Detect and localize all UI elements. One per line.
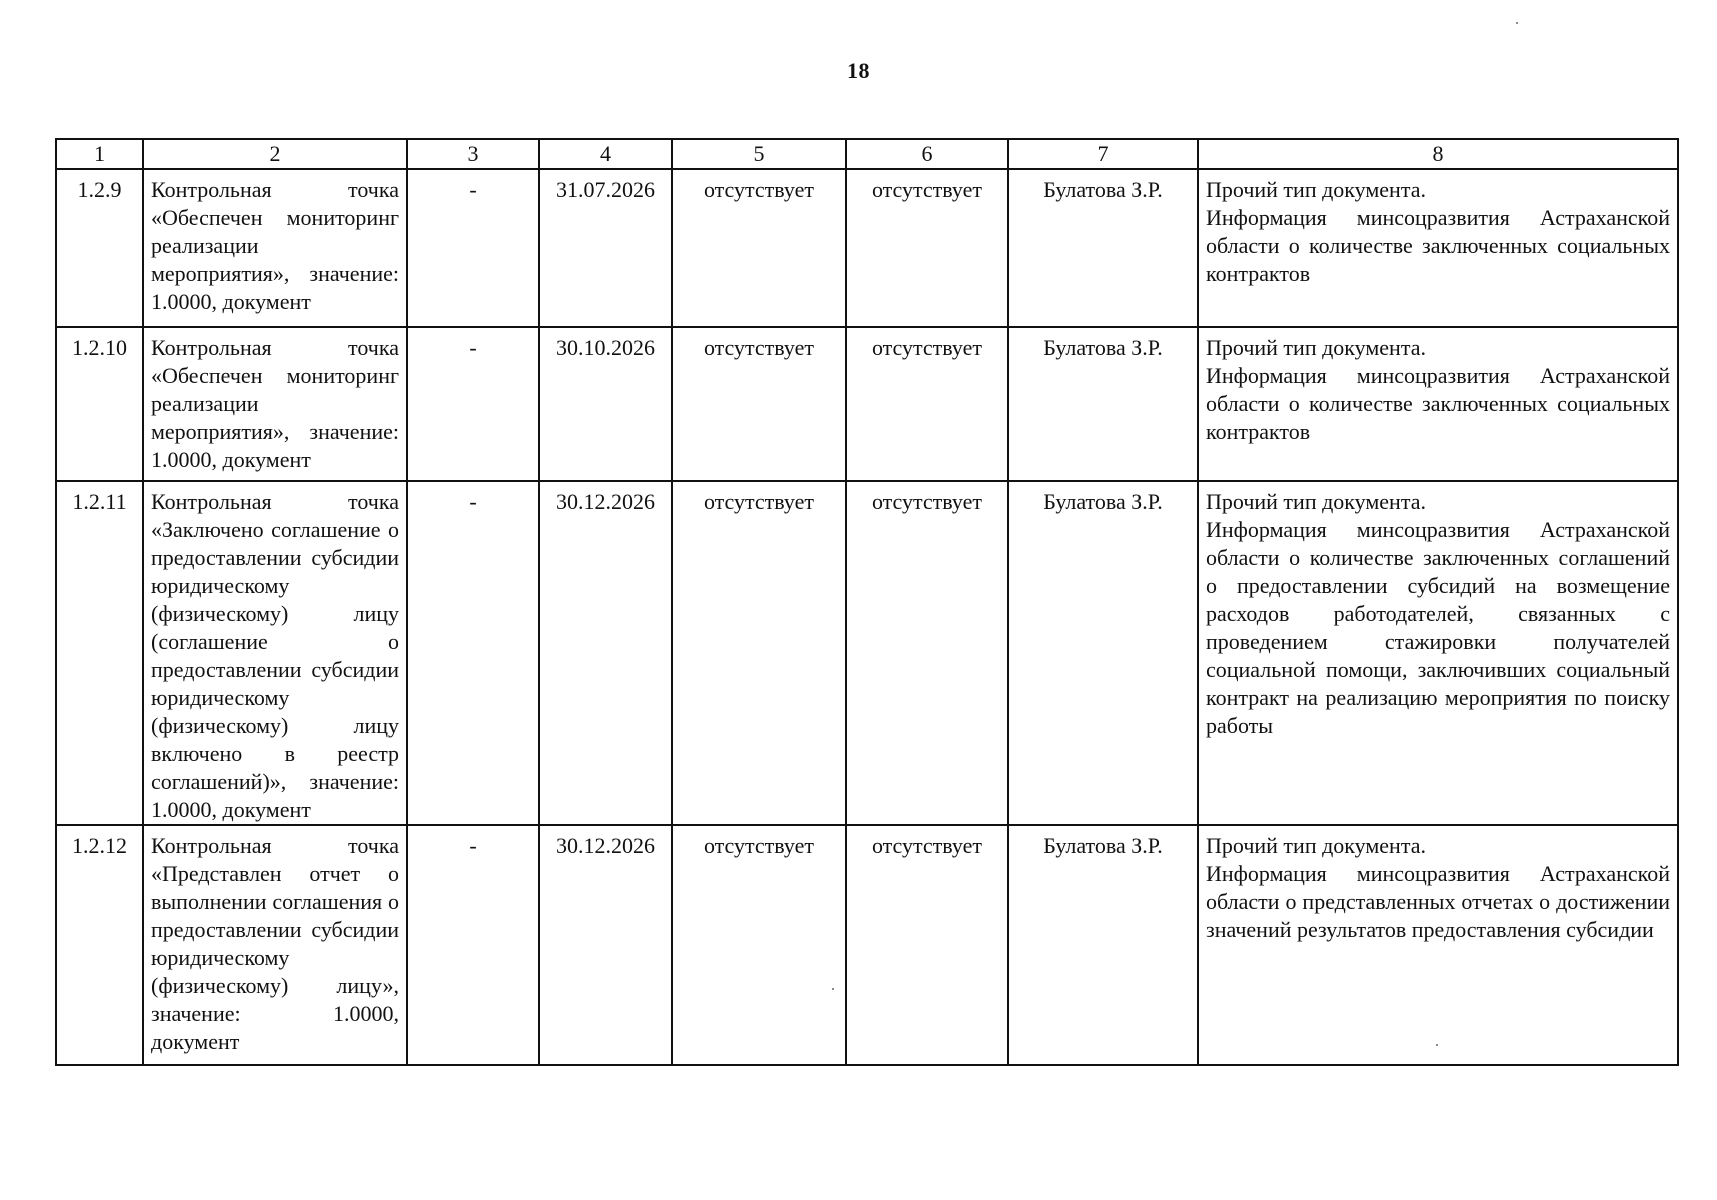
document-cell: [1198, 825, 1678, 1065]
row-number: 1.2.10: [56, 327, 143, 481]
due-date: 30.12.2026: [539, 481, 672, 825]
control-point-name: Контрольная точка «Представлен отчет о выполнении соглашения о предоставлении субсидии юридическому (физическому) лицу», значение: 1.0000, документ: [143, 825, 407, 1065]
due-date: 30.10.2026: [539, 327, 672, 481]
due-date: 30.12.2026: [539, 825, 672, 1065]
column-header-2: 2: [143, 139, 407, 169]
column-header-3: 3: [407, 139, 539, 169]
document-cell: [1198, 481, 1678, 825]
column-5-value: отсутствует: [672, 327, 846, 481]
column-6-value: отсутствует: [846, 481, 1008, 825]
table-row: [56, 327, 1678, 481]
responsible-person: Булатова З.Р.: [1008, 481, 1198, 825]
column-header-5: 5: [672, 139, 846, 169]
column-header-6: 6: [846, 139, 1008, 169]
column-number-row: [56, 139, 1678, 169]
column-header-1: 1: [56, 139, 143, 169]
scan-speck: [1436, 1044, 1438, 1046]
table-row: [56, 169, 1678, 327]
document-description: Информация минсоцразвития Астраханской области о количестве заключенных социальных контрактов: [1206, 363, 1670, 444]
column-5-value: отсутствует: [672, 481, 846, 825]
table-row: [56, 825, 1678, 1065]
control-point-name: Контрольная точка «Обеспечен мониторинг реализации мероприятия», значение: 1.0000, документ: [143, 169, 407, 327]
column-6-value: отсутствует: [846, 169, 1008, 327]
column-5-value: отсутствует: [672, 825, 846, 1065]
responsible-person: Булатова З.Р.: [1008, 169, 1198, 327]
responsible-person: Булатова З.Р.: [1008, 825, 1198, 1065]
column-header-7: 7: [1008, 139, 1198, 169]
column-5-value: отсутствует: [672, 169, 846, 327]
document-description: Информация минсоцразвития Астраханской области о представленных отчетах о достижении значений результатов предоставления субсидии: [1206, 861, 1670, 942]
control-point-name: Контрольная точка «Обеспечен мониторинг реализации мероприятия», значение: 1.0000, документ: [143, 327, 407, 481]
row-number: 1.2.9: [56, 169, 143, 327]
control-points-table: [55, 138, 1679, 1066]
document-description: Информация минсоцразвития Астраханской области о количестве заключенных соглашений о предоставлении субсидий на возмещение расходов работодателей, связанных с проведением стажировки получателей социальной помощи, заключивших социальный контракт на реализацию мероприятия по поиску работы: [1206, 517, 1670, 738]
due-date: 31.07.2026: [539, 169, 672, 327]
document-type: Прочий тип документа.: [1206, 335, 1426, 360]
column-header-4: 4: [539, 139, 672, 169]
document-cell: [1198, 169, 1678, 327]
scan-speck: [832, 988, 834, 990]
document-type: Прочий тип документа.: [1206, 177, 1426, 202]
document-cell: [1198, 327, 1678, 481]
document-description: Информация минсоцразвития Астраханской области о количестве заключенных социальных контрактов: [1206, 205, 1670, 286]
responsible-person: Булатова З.Р.: [1008, 327, 1198, 481]
page-number: 18: [847, 58, 870, 83]
column-3-value: -: [407, 327, 539, 481]
table-row: [56, 481, 1678, 825]
document-type: Прочий тип документа.: [1206, 833, 1426, 858]
scan-speck: [1516, 22, 1518, 24]
document-type: Прочий тип документа.: [1206, 489, 1426, 514]
column-6-value: отсутствует: [846, 327, 1008, 481]
column-3-value: -: [407, 481, 539, 825]
row-number: 1.2.12: [56, 825, 143, 1065]
column-6-value: отсутствует: [846, 825, 1008, 1065]
control-point-name: Контрольная точка «Заключено соглашение о предоставлении субсидии юридическому (физическому) лицу (соглашение о предоставлении субсидии юридическому (физическому) лицу включено в реестр соглашений)», значение: 1.0000, документ: [143, 481, 407, 825]
column-header-8: 8: [1198, 139, 1678, 169]
column-3-value: -: [407, 825, 539, 1065]
row-number: 1.2.11: [56, 481, 143, 825]
column-3-value: -: [407, 169, 539, 327]
